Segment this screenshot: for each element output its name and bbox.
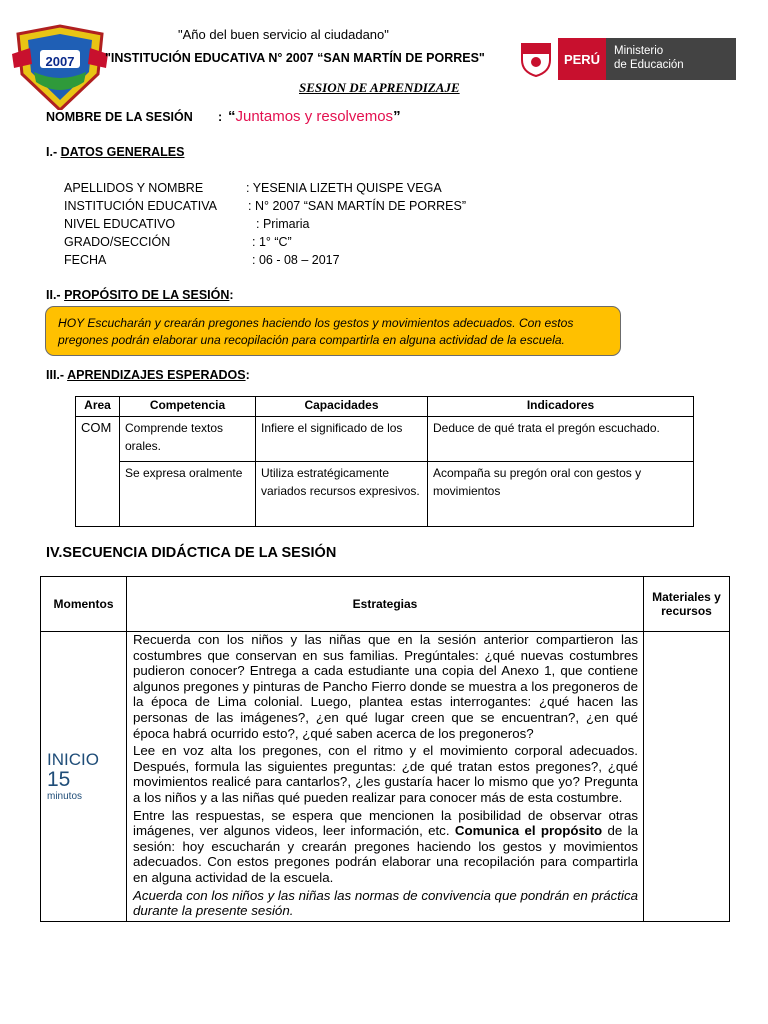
header-area: Area xyxy=(76,397,120,417)
session-name-text: Juntamos y resolvemos xyxy=(235,108,394,125)
competencia-cell: Se expresa oralmente xyxy=(120,462,256,527)
capacidades-cell: Utiliza estratégicamente variados recursos expresivos. xyxy=(256,462,428,527)
table-row xyxy=(76,462,694,527)
section-general-data-heading: I.- DATOS GENERALES xyxy=(46,145,185,159)
session-name-label: NOMBRE DE LA SESIÓN xyxy=(46,110,193,124)
section-purpose-heading: II.- PROPÓSITO DE LA SESIÓN: xyxy=(46,288,234,302)
strategy-paragraph-2: Lee en voz alta los pregones, con el ritmo y el movimiento corporal adecuados. Después, formula las siguientes preguntas: ¿de qué tratan estos pregones?, ¿qué movimientos realicé para cantarlos?, ¿les gustaría hacer lo mismo que yo? Pregunta a los niños y a las niñas qué pueden realizar para conocer más de esta costumbre. xyxy=(133,743,638,805)
didactic-sequence-table xyxy=(40,576,730,922)
general-label-date: FECHA xyxy=(64,253,107,267)
slogan: "Año del buen servicio al ciudadano" xyxy=(178,27,389,42)
strategy-paragraph-4: Acuerda con los niños y las niñas las normas de convivencia que pondrán en práctica durante la presente sesión. xyxy=(133,887,638,919)
header-momentos: Momentos xyxy=(41,577,127,632)
table-row xyxy=(76,417,694,462)
general-label-name: APELLIDOS Y NOMBRE xyxy=(64,181,204,195)
competencia-cell: Comprende textos orales. xyxy=(120,417,256,462)
strategy-paragraph-1: Recuerda con los niños y las niñas que en la sesión anterior compartieron las costumbres que conservan en sus familias. Pregúntales: ¿qué nuevas costumbres pudieron conocer? Entrega a cada estudiante una copia del Anexo 1, que contiene algunos pregones y pinturas de Pancho Fierro donde se muestra a los pregoneros de la época de Lima colonial. Luego, plantea estas interrogantes: ¿qué hacen las personas de las imágenes?, ¿en qué lugar creen que se encuentran?, ¿en qué época habrá ocurrido esto?, ¿qué saben acerca de los pregoneros? xyxy=(133,632,638,741)
general-label-institution: INSTITUCIÓN EDUCATIVA xyxy=(64,199,218,213)
materials-cell xyxy=(644,632,730,922)
header-competencia: Competencia xyxy=(120,397,256,417)
strategy-paragraph-3: Entre las respuestas, se espera que mencionen la posibilidad de observar otras imágenes, ver algunos videos, leer información, etc. Comunica el propósito de la sesión: hoy escucharán y crearán pregones haciendo los gestos y movimientos adecuados. Con estos pregones podrán elaborar una recopilación para compartirla en alguna actividad de la escuela. xyxy=(133,807,638,885)
header-materiales: Materiales y recursos xyxy=(644,577,730,632)
area-cell: COM xyxy=(76,417,120,527)
expected-learning-table xyxy=(75,396,694,527)
general-label-level: NIVEL EDUCATIVO xyxy=(64,217,176,231)
strategies-cell xyxy=(127,632,644,922)
moment-cell xyxy=(41,632,127,922)
indicadores-cell: Deduce de qué trata el pregón escuchado. xyxy=(428,417,694,462)
session-colon: : xyxy=(218,110,223,124)
ministry-line2: de Educación xyxy=(614,59,684,71)
peru-label: PERÚ xyxy=(558,38,606,80)
document-title: SESION DE APRENDIZAJE xyxy=(299,80,460,95)
school-emblem xyxy=(10,24,110,110)
moment-unit: minutos xyxy=(47,790,83,802)
communicate-purpose-bold: Comunica el propósito xyxy=(454,823,603,839)
moment-minutes: 15 xyxy=(47,767,71,791)
general-value-institution: : N° 2007 “SAN MARTÍN DE PORRES” xyxy=(248,199,467,213)
peru-shield-icon xyxy=(518,40,554,78)
ministry-logo xyxy=(516,38,736,80)
header-indicadores: Indicadores xyxy=(428,397,694,417)
emblem-year: 2007 xyxy=(45,54,75,69)
ministry-line1: Ministerio xyxy=(614,45,664,57)
general-label-grade: GRADO/SECCIÓN xyxy=(64,235,171,249)
general-value-date: : 06 - 08 – 2017 xyxy=(252,253,340,267)
general-value-name: : YESENIA LIZETH QUISPE VEGA xyxy=(246,181,442,195)
section-expected-learning-heading: III.- APRENDIZAJES ESPERADOS: xyxy=(46,368,250,382)
session-name: “Juntamos y resolvemos” xyxy=(228,108,401,125)
header-capacidades: Capacidades xyxy=(256,397,428,417)
section-didactic-sequence-heading: IV.SECUENCIA DIDÁCTICA DE LA SESIÓN xyxy=(46,545,337,561)
table-row xyxy=(41,632,730,922)
header-estrategias: Estrategias xyxy=(127,577,644,632)
general-value-grade: : 1° “C” xyxy=(252,235,292,249)
indicadores-cell: Acompaña su pregón oral con gestos y movimientos xyxy=(428,462,694,527)
moment-name: INICIO xyxy=(47,749,99,769)
general-value-level: : Primaria xyxy=(256,217,310,231)
capacidades-cell: Infiere el significado de los xyxy=(256,417,428,462)
purpose-box: HOY Escucharán y crearán pregones haciendo los gestos y movimientos adecuados. Con estos pregones podrán elaborar una recopilación para compartirla en alguna actividad de la escuela. xyxy=(45,306,621,356)
school-name: "INSTITUCIÓN EDUCATIVA N° 2007 “SAN MARTÍN DE PORRES" xyxy=(105,51,485,65)
